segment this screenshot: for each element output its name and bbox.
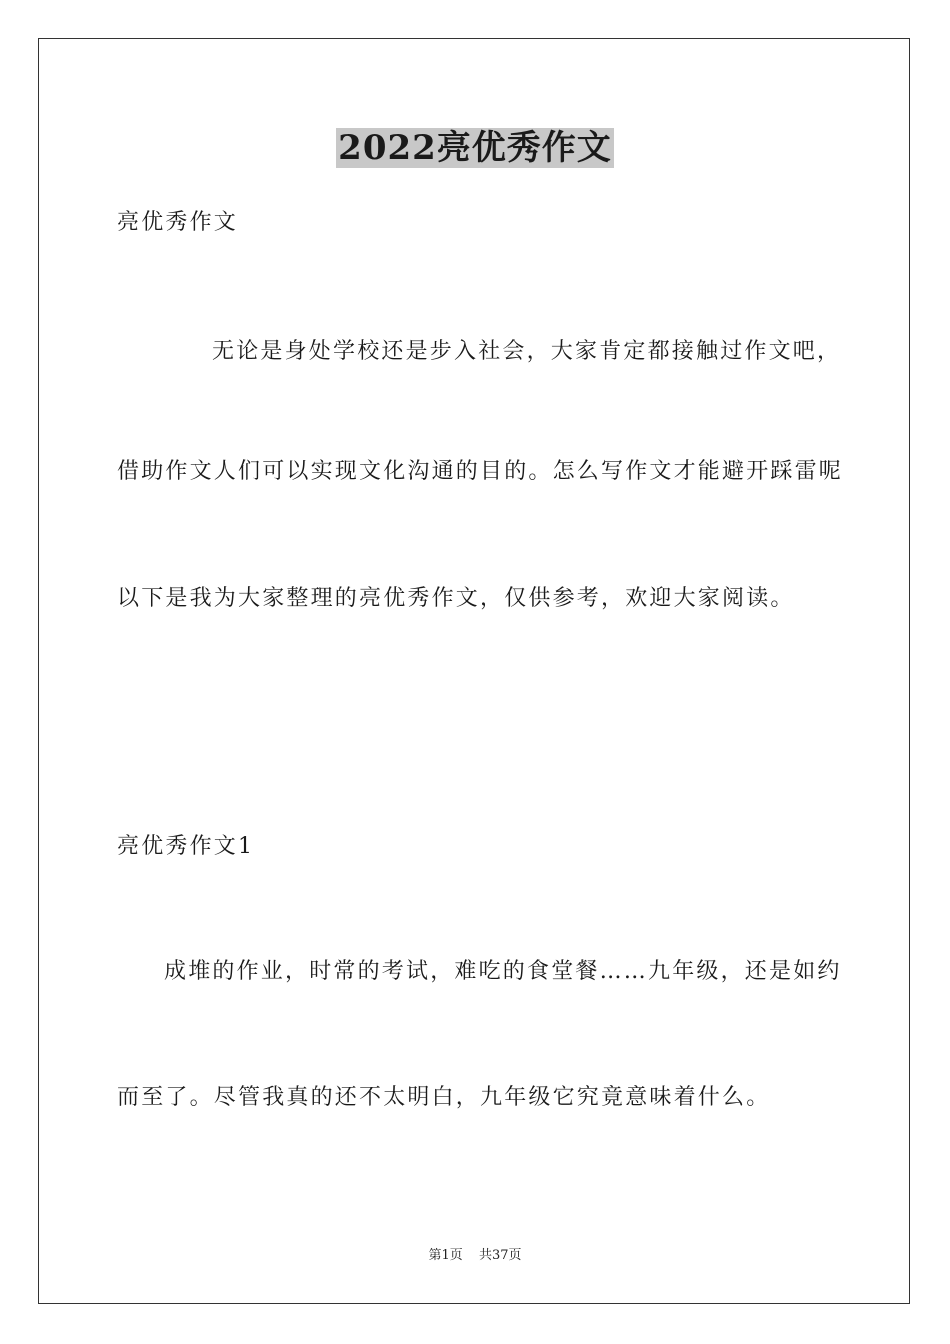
paragraph-line-2: 借助作文人们可以实现文化沟通的目的。怎么写作文才能避开踩雷呢 (117, 459, 844, 484)
section-paragraph-line-1: 成堆的作业，时常的考试，难吃的食堂餐……九年级，还是如约 (164, 959, 842, 984)
document-title (0, 126, 950, 170)
paragraph-line-3: 以下是我为大家整理的亮优秀作文，仅供参考，欢迎大家阅读。 (117, 586, 795, 611)
paragraph-line-1: 无论是身处学校还是步入社会，大家肯定都接触过作文吧， (212, 339, 842, 364)
page-footer (0, 1247, 950, 1265)
section-heading: 亮优秀作文1 (117, 834, 255, 859)
document-subtitle: 亮优秀作文 (117, 210, 239, 235)
page-number: 第1页 (428, 1248, 463, 1263)
document-title-text: 2022亮优秀作文 (338, 128, 612, 168)
page-total: 共37页 (478, 1248, 522, 1263)
section-paragraph-line-2: 而至了。尽管我真的还不太明白，九年级它究竟意味着什么。 (117, 1085, 771, 1110)
